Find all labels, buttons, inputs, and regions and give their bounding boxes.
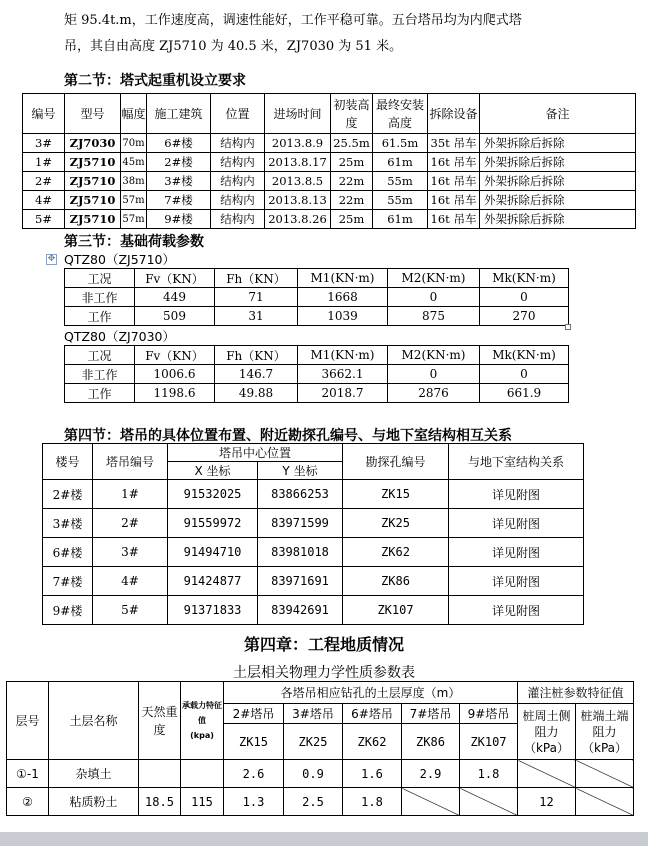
header-end-resistance: 桩端土端阻力（kPa） [576,704,634,760]
crane-position-table [42,443,584,625]
header-cell: Fv（KN） [135,346,215,365]
cell-thickness: 1.8 [460,760,518,788]
cell: 1668 [298,288,388,307]
cell-end-resistance [576,760,634,788]
table-header-row [23,94,636,134]
cell: 1198.6 [135,384,215,403]
cell-id: 4# [23,191,65,210]
cell: 2876 [388,384,480,403]
header-cell: 工况 [65,269,135,288]
table-row [23,210,636,229]
header-cell: 幅度 [121,94,147,134]
cell-building: 2#楼 [43,480,93,509]
header-name: 土层名称 [49,682,139,760]
table-row [43,567,584,596]
cell-side-resistance: 12 [518,788,576,816]
cell-building: 6#楼 [43,538,93,567]
header-x: X 坐标 [168,462,258,480]
header-cell: 位置 [211,94,265,134]
cell-id: 2# [23,172,65,191]
cell-equipment: 35t 吊车 [428,134,480,153]
cell-id: 3# [23,134,65,153]
cell: 1039 [298,307,388,326]
header-bearing [181,682,224,760]
cell: 49.88 [215,384,298,403]
cell-thickness: 2.5 [284,788,343,816]
table-row [23,172,636,191]
cell-bearing: 115 [181,788,224,816]
cell-remark: 外架拆除后拆除 [480,191,636,210]
load-table-zj7030 [64,345,569,403]
cell-remark: 外架拆除后拆除 [480,134,636,153]
cell-borehole: ZK15 [343,480,449,509]
header-cell: Fh（KN） [215,346,298,365]
cell-building: 9#楼 [147,210,211,229]
cell-relation: 详见附图 [449,509,584,538]
table-row [43,480,584,509]
table-resize-handle[interactable] [565,324,571,330]
window-status-bar [0,832,648,846]
header-hole-3: ZK62 [343,724,402,760]
header-hole-2: ZK25 [284,724,343,760]
cell-model: ZJ5710 [65,191,121,210]
cell-layer: ② [7,788,49,816]
header-bearing-label: 承载力特征值 [182,701,222,725]
cell-equipment: 16t 吊车 [428,172,480,191]
cell: 非工作 [65,365,135,384]
cell-thickness: 1.6 [343,760,402,788]
cell-thickness: 0.9 [284,760,343,788]
table-row [65,365,569,384]
intro-line-2: 吊，其自由高度 ZJ5710 为 40.5 米，ZJ7030 为 51 米。 [64,39,403,54]
cell-radius: 45m [121,153,147,172]
cell-x: 91494710 [168,538,258,567]
header-cell: Mk(KN·m) [480,346,569,365]
header-cell: Fh（KN） [215,269,298,288]
header-cell: 编号 [23,94,65,134]
section-2-heading: 第二节：塔式起重机设立要求 [64,73,246,89]
cell-borehole: ZK25 [343,509,449,538]
load-table-zj5710 [64,268,569,326]
header-crane-4: 7#塔吊 [402,704,460,724]
table-header-row [65,269,569,288]
cell-borehole: ZK107 [343,596,449,625]
cell-y: 83981018 [258,538,343,567]
cell: 3662.1 [298,365,388,384]
cell-equipment: 16t 吊车 [428,153,480,172]
header-cell: M1(KN·m) [298,269,388,288]
cell-relation: 详见附图 [449,480,584,509]
cell-model: ZJ5710 [65,210,121,229]
cell: 661.9 [480,384,569,403]
cell-thickness: 2.9 [402,760,460,788]
cell-init-height: 25m [331,210,373,229]
header-hole-1: ZK15 [224,724,284,760]
header-side-resistance: 桩周土侧阻力（kPa） [518,704,576,760]
cell-init-height: 22m [331,172,373,191]
header-cell: 备注 [480,94,636,134]
header-bearing-unit: (kpa) [190,731,214,740]
table-row [43,509,584,538]
cell-model: ZJ7030 [65,134,121,153]
cell-building: 7#楼 [43,567,93,596]
cell-radius: 57m [121,191,147,210]
cell-final-height: 61m [373,210,428,229]
cell-final-height: 55m [373,172,428,191]
cell-date: 2013.8.13 [265,191,331,210]
table-header-row [7,682,634,704]
header-cell: 进场时间 [265,94,331,134]
cell-position: 结构内 [211,134,265,153]
cell-date: 2013.8.9 [265,134,331,153]
cell-radius: 57m [121,210,147,229]
cell-radius: 70m [121,134,147,153]
header-pile: 灌注桩参数特征值 [518,682,634,704]
cell-borehole: ZK62 [343,538,449,567]
cell-relation: 详见附图 [449,567,584,596]
cell: 非工作 [65,288,135,307]
cell-crane: 2# [93,509,168,538]
cell-building: 6#楼 [147,134,211,153]
cell-model: ZJ5710 [65,153,121,172]
cell-position: 结构内 [211,153,265,172]
header-cell: 型号 [65,94,121,134]
table-row [7,788,634,816]
table-row [23,134,636,153]
cell-side-resistance [518,760,576,788]
header-cell: M2(KN·m) [388,346,480,365]
header-cell: 最终安装高度 [373,94,428,134]
header-hole-4: ZK86 [402,724,460,760]
cell-date: 2013.8.5 [265,172,331,191]
cell: 1006.6 [135,365,215,384]
crane-requirements-table [22,93,636,229]
cell-y: 83971691 [258,567,343,596]
cell-equipment: 16t 吊车 [428,191,480,210]
cell-building: 7#楼 [147,191,211,210]
cell-final-height: 61m [373,153,428,172]
table-row [43,596,584,625]
cell-x: 91371833 [168,596,258,625]
cell-position: 结构内 [211,210,265,229]
header-cell: M2(KN·m) [388,269,480,288]
cell-name: 粘质粉土 [49,788,139,816]
cell: 146.7 [215,365,298,384]
cell-final-height: 61.5m [373,134,428,153]
cell-init-height: 25m [331,153,373,172]
cell-relation: 详见附图 [449,538,584,567]
header-crane-3: 6#塔吊 [343,704,402,724]
soil-parameter-table [6,681,634,816]
cell-weight: 18.5 [139,788,181,816]
cell-remark: 外架拆除后拆除 [480,210,636,229]
table-row [23,191,636,210]
cell-y: 83971599 [258,509,343,538]
chapter-4-heading: 第四章：工程地质情况 [243,635,404,654]
cell-building: 3#楼 [43,509,93,538]
cell-building: 3#楼 [147,172,211,191]
table-b-caption: QTZ80（ZJ7030） [64,329,176,344]
section-3-heading: 第三节：基础荷载参数 [64,234,204,250]
header-hole-5: ZK107 [460,724,518,760]
cell-building: 9#楼 [43,596,93,625]
header-crane-5: 9#塔吊 [460,704,518,724]
cell: 0 [480,365,569,384]
cell-thickness [402,788,460,816]
header-y: Y 坐标 [258,462,343,480]
header-thickness: 各塔吊相应钻孔的土层厚度（m） [224,682,518,704]
table-row [43,538,584,567]
cell-position: 结构内 [211,172,265,191]
cell-id: 5# [23,210,65,229]
header-center: 塔吊中心位置 [168,444,343,462]
cell-x: 91532025 [168,480,258,509]
cell: 875 [388,307,480,326]
cell: 71 [215,288,298,307]
cell-crane: 3# [93,538,168,567]
cell-bearing [181,760,224,788]
cell: 工作 [65,384,135,403]
cell: 0 [388,365,480,384]
cell: 449 [135,288,215,307]
table-row [23,153,636,172]
header-cell: 初装高度 [331,94,373,134]
table-row [65,384,569,403]
cell-thickness: 1.3 [224,788,284,816]
header-layer: 层号 [7,682,49,760]
cell-remark: 外架拆除后拆除 [480,153,636,172]
cell-equipment: 16t 吊车 [428,210,480,229]
cell: 31 [215,307,298,326]
cell-date: 2013.8.26 [265,210,331,229]
cell-date: 2013.8.17 [265,153,331,172]
cell-id: 1# [23,153,65,172]
header-crane-1: 2#塔吊 [224,704,284,724]
header-weight: 天然重度 [139,682,181,760]
cell-init-height: 25.5m [331,134,373,153]
cell-thickness [460,788,518,816]
cell-name: 杂填土 [49,760,139,788]
cell-crane: 5# [93,596,168,625]
cell-init-height: 22m [331,191,373,210]
section-4-heading: 第四节：塔吊的具体位置布置、附近勘探孔编号、与地下室结构相互关系 [64,428,512,444]
cell-x: 91424877 [168,567,258,596]
header-crane-2: 3#塔吊 [284,704,343,724]
cell: 工作 [65,307,135,326]
header-cell: Mk(KN·m) [480,269,569,288]
cell-y: 83866253 [258,480,343,509]
cell-layer: ①-1 [7,760,49,788]
cell: 0 [388,288,480,307]
table-header-row [43,444,584,462]
cell-position: 结构内 [211,191,265,210]
intro-line-1: 矩 95.4t.m，工作速度高，调速性能好，工作平稳可靠。五台塔吊均为内爬式塔 [64,13,522,28]
cell: 2018.7 [298,384,388,403]
move-anchor-icon[interactable]: ✥ [47,254,56,264]
header-cell: 工况 [65,346,135,365]
table-header-row [65,346,569,365]
cell: 270 [480,307,569,326]
header-borehole: 勘探孔编号 [343,444,449,480]
cell-remark: 外架拆除后拆除 [480,172,636,191]
header-cell: M1(KN·m) [298,346,388,365]
table-row [7,760,634,788]
table-a-caption: QTZ80（ZJ5710） [64,252,176,267]
cell-weight [139,760,181,788]
cell-x: 91559972 [168,509,258,538]
cell: 509 [135,307,215,326]
header-cell: 施工建筑 [147,94,211,134]
soil-table-title: 土层相关物理力学性质参数表 [233,665,415,681]
header-crane: 塔吊编号 [93,444,168,480]
cell-building: 2#楼 [147,153,211,172]
cell-radius: 38m [121,172,147,191]
table-row [65,288,569,307]
header-building: 楼号 [43,444,93,480]
cell-borehole: ZK86 [343,567,449,596]
header-relation: 与地下室结构关系 [449,444,584,480]
cell-model: ZJ5710 [65,172,121,191]
intro-paragraph [64,8,634,60]
cell-crane: 4# [93,567,168,596]
table-row [65,307,569,326]
cell-thickness: 1.8 [343,788,402,816]
cell-final-height: 55m [373,191,428,210]
header-cell: Fv（KN） [135,269,215,288]
cell: 0 [480,288,569,307]
cell-thickness: 2.6 [224,760,284,788]
cell-relation: 详见附图 [449,596,584,625]
header-cell: 拆除设备 [428,94,480,134]
cell-end-resistance [576,788,634,816]
cell-y: 83942691 [258,596,343,625]
cell-crane: 1# [93,480,168,509]
